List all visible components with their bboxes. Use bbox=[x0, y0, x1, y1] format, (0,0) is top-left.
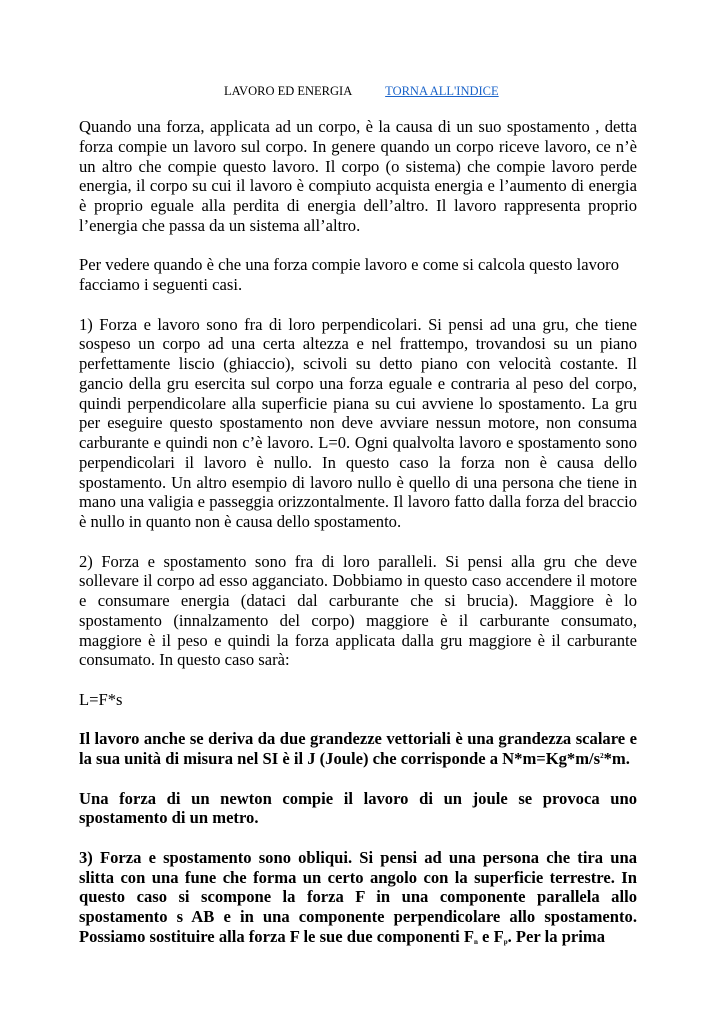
unit-exponent: 2 bbox=[600, 752, 604, 760]
paragraph-case-2: 2) Forza e spostamento sono fra di loro paralleli. Si pensi alla gru che deve sollevare il corpo ad esso agganciato. Dobbiamo in questo caso accendere il motore e consumare energia (dataci dal carburante che si brucia). Maggiore è lo spostamento (innalzamento del corpo) maggiore è il carburante consumato, maggiore è il peso e quindi la forza applicata dalla gru maggiore è il carburante consumato. In questo caso sarà: bbox=[79, 551, 637, 670]
index-link[interactable]: TORNA ALL'INDICE bbox=[385, 84, 499, 98]
subscript-n: n bbox=[474, 937, 478, 946]
case-3-text: 3) Forza e spostamento sono obliqui. Si pensi ad una persona che tira una slitta con una fune che forma un certo angolo con la superficie terrestre. In questo caso si scompone la forza F in una componente parallela allo spostamento s AB e in una componente perpendicolare allo spostamento. Possiamo sostituire alla forza F le sue due componenti F bbox=[79, 847, 637, 946]
case-3-end: . Per la prima bbox=[507, 926, 606, 946]
page-title: LAVORO ED ENERGIA bbox=[224, 84, 353, 98]
paragraph-joule-definition: Una forza di un newton compie il lavoro di un joule se provoca uno spostamento di un metro. bbox=[79, 788, 637, 828]
paragraph-unit bbox=[79, 729, 637, 769]
paragraph-case-1: 1) Forza e lavoro sono fra di loro perpendicolari. Si pensi ad una gru, che tiene sospeso un corpo ad una certa altezza e nel frattempo, trovandosi su un piano perfettamente liscio (ghiaccio), scivoli su detto piano con velocità costante. Il gancio della gru esercita sul corpo una forza eguale e contraria al peso del corpo, quindi perpendicolare alla superficie piana su cui avviene lo spostamento. La gru per eseguire questo spostamento non deve avviare nessun motore, non consuma carburante e quindi non c’è lavoro. L=0. Ogni qualvolta lavoro e spostamento sono perpendicolari il lavoro è nullo. In questo caso la forza non è causa dello spostamento. Un altro esempio di lavoro nullo è quello di una persona che tiene in mano una valigia e passeggia orizzontalmente. Il lavoro fatto dalla forza del braccio è nullo in quanto non è causa dello spostamento. bbox=[79, 314, 637, 531]
page-header bbox=[224, 84, 499, 99]
document-body bbox=[79, 117, 637, 966]
paragraph-cases-intro: Per vedere quando è che una forza compie lavoro e come si calcola questo lavoro facciamo i seguenti casi. bbox=[79, 255, 619, 294]
unit-text: Il lavoro anche se deriva da due grandezze vettoriali è una grandezza scalare e la sua unità di misura nel SI è il J (Joule) che corrisponde a N*m=Kg*m/s bbox=[79, 729, 637, 768]
case-3-mid: e F bbox=[477, 926, 504, 946]
unit-text-end: *m. bbox=[603, 749, 630, 768]
paragraph-case-3 bbox=[79, 848, 637, 947]
subscript-p: p bbox=[503, 937, 508, 946]
paragraph-intro: Quando una forza, applicata ad un corpo, è la causa di un suo spostamento , detta forza compie un lavoro sul corpo. In genere quando un corpo riceve lavoro, ce n’è un altro che compie questo lavoro. Il corpo (o sistema) che compie lavoro perde energia, il corpo su cui il lavoro è compiuto acquista energia e l’aumento di energia è proprio eguale alla perdita di energia dell’altro. Il lavoro rappresenta proprio l’energia che passa da un sistema all’altro. bbox=[79, 117, 637, 235]
formula-work: L=F*s bbox=[79, 689, 123, 709]
